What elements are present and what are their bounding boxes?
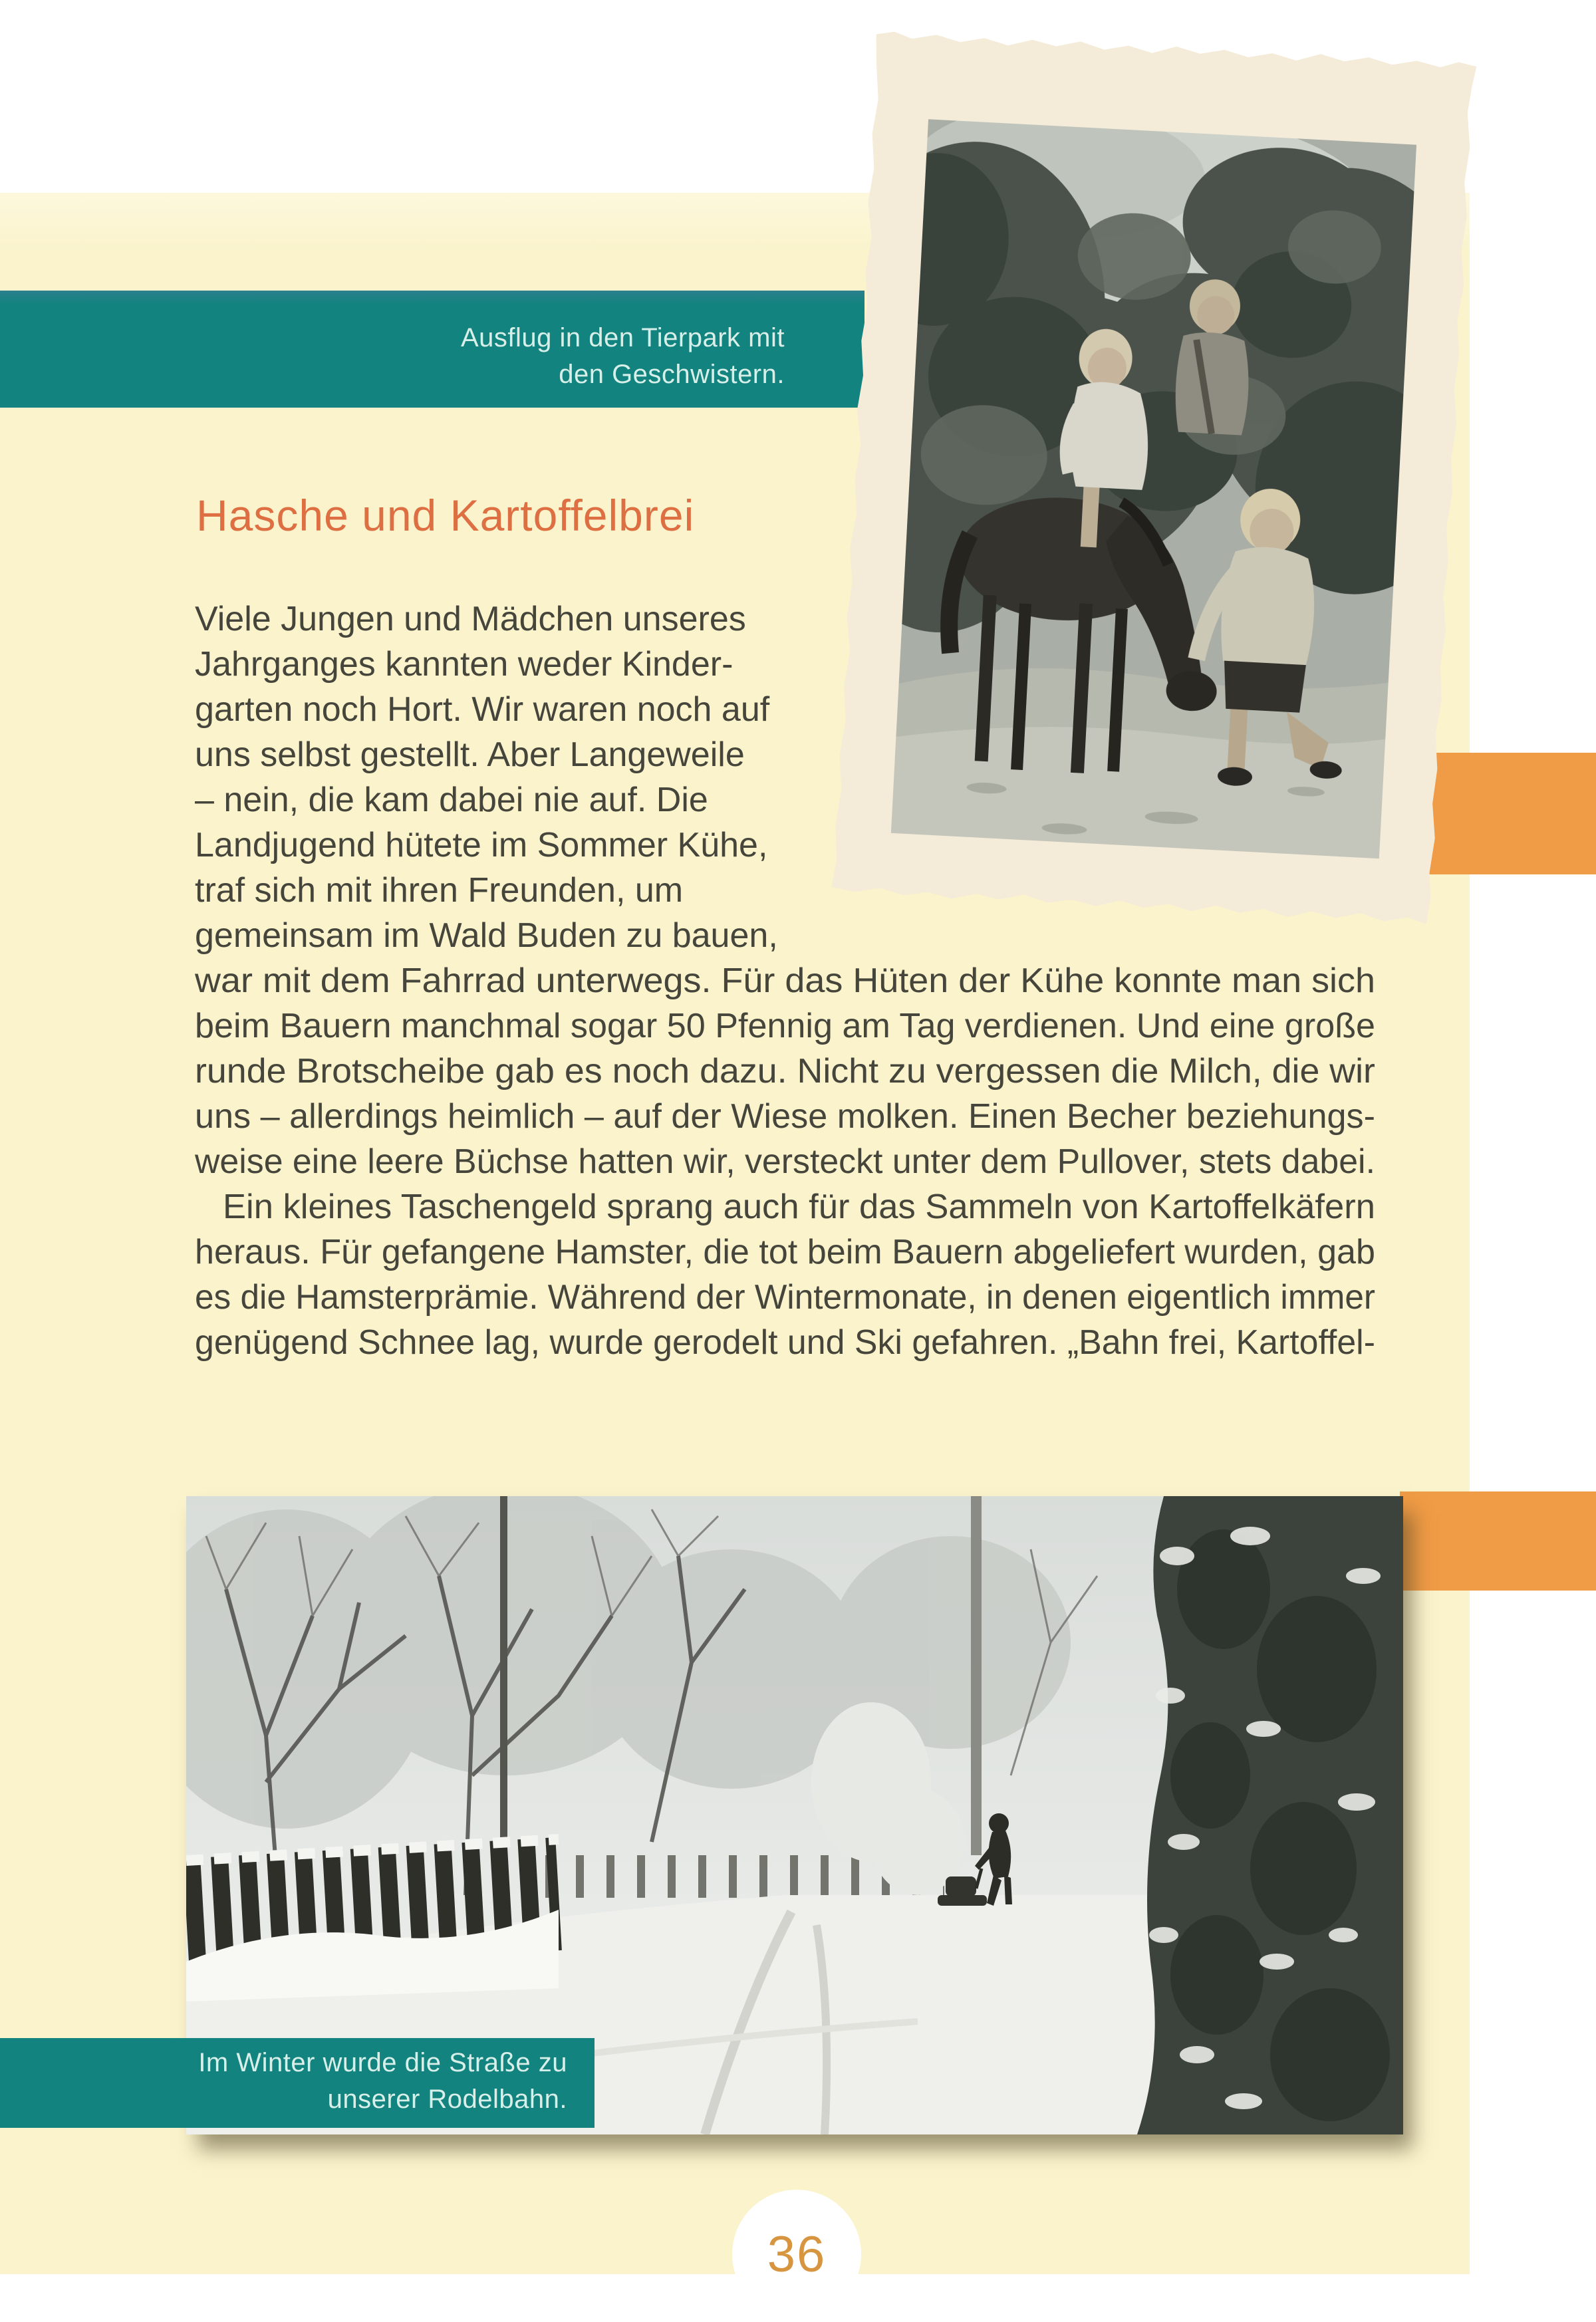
photo2-caption <box>0 2045 567 2118</box>
photo2-caption-band <box>0 2038 595 2128</box>
page-number: 36 <box>767 2226 827 2283</box>
body-line: es die Hamsterprämie. Während der Wintermonate, in denen eigentlich immer <box>195 1278 1376 1317</box>
body-line: beim Bauern manchmal sogar 50 Pfennig am Tag verdienen. Und eine große <box>195 1007 1376 1045</box>
body-line: genügend Schnee lag, wurde gerodelt und Ski gefahren. „Bahn frei, Kartoffel- <box>195 1323 1375 1362</box>
pony-photo-illustration <box>891 119 1416 858</box>
body-line: uns selbst gestellt. Aber Langeweile <box>195 735 745 774</box>
body-line: – nein, die kam dabei nie auf. Die <box>195 781 708 819</box>
body-line: weise eine leere Büchse hatten wir, versteckt unter dem Pullover, stets dabei. <box>195 1142 1375 1181</box>
body-line: Viele Jungen und Mädchen unseres <box>195 600 746 638</box>
chapter-heading: Hasche und Kartoffelbrei <box>196 491 695 540</box>
page-number-circle <box>732 2190 861 2319</box>
photo1-caption-line: Ausflug in den Tierpark mit <box>460 323 785 352</box>
photo1-caption-line: den Geschwistern. <box>559 360 785 389</box>
photo2-caption-line: Im Winter wurde die Straße zu <box>198 2048 567 2077</box>
body-line: heraus. Für gefangene Hamster, die tot beim Bauern abgeliefert wurden, gab <box>195 1233 1375 1271</box>
body-line: uns – allerdings heimlich – auf der Wiese molken. Einen Becher beziehungs- <box>195 1097 1375 1136</box>
body-line: Landjugend hütete im Sommer Kühe, <box>195 826 768 864</box>
body-line: garten noch Hort. Wir waren noch auf <box>195 690 770 729</box>
pony-photo-paper <box>831 30 1477 925</box>
body-line: runde Brotscheibe gab es noch dazu. Nicht zu vergessen die Milch, die wir <box>195 1052 1375 1091</box>
body-line: gemeinsam im Wald Buden zu bauen, <box>195 916 778 955</box>
body-line: war mit dem Fahrrad unterwegs. Für das Hüten der Kühe konnte man sich <box>195 962 1376 1000</box>
body-line: Jahrganges kannten weder Kinder- <box>195 645 733 684</box>
body-line: traf sich mit ihren Freunden, um <box>195 871 684 910</box>
pony-photo-image <box>891 119 1416 858</box>
body-line: Ein kleines Taschengeld sprang auch für das Sammeln von Kartoffelkäfern <box>223 1188 1375 1226</box>
photo1-caption <box>0 320 785 393</box>
orange-accent-bar-top <box>1423 753 1596 874</box>
orange-accent-bar-bottom <box>1400 1491 1596 1591</box>
photo2-caption-line: unserer Rodelbahn. <box>327 2085 567 2114</box>
photo1-caption-band <box>0 291 864 408</box>
